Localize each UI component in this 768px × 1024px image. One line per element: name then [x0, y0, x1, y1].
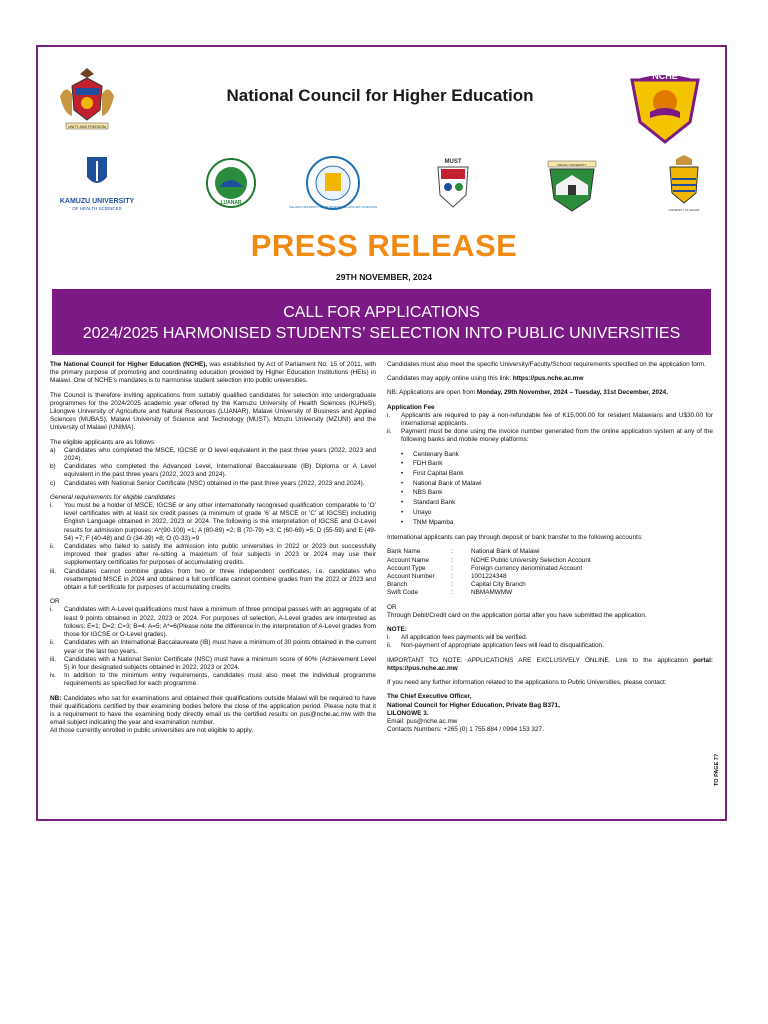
account-value: NCHE Public University Selection Account [471, 556, 591, 564]
intro-bold: The National Council for Higher Education (NCHE), [50, 361, 208, 368]
kuhes-logo [52, 155, 142, 215]
account-row [387, 573, 713, 581]
account-row [387, 548, 713, 556]
alevel-list [50, 606, 376, 688]
list-text: Candidates who failed to satisfy the admission into public universities in 2022 or 2023 but successfully improved their grades after re-sitting a maximum of four subjects in 2023 or 2024 may use their supplementary certificates for purposes of accumulating credits. [64, 543, 376, 567]
svg-text:LUANAR: LUANAR [220, 200, 242, 206]
list-marker: iii. [50, 655, 57, 663]
account-key: Account Name [387, 556, 429, 564]
list-marker: iv. [50, 672, 56, 680]
open-dates: Monday, 29th November, 2024 – Tuesday, 31st December, 2024. [476, 389, 668, 397]
open-dates-paragraph [387, 389, 713, 397]
account-key: Account Type [387, 564, 426, 572]
nb-paragraph [50, 695, 376, 728]
left-column [50, 361, 376, 736]
account-colon: : [451, 573, 453, 581]
list-marker: b) [50, 463, 56, 471]
side-note: TO PAGE 7? [714, 753, 720, 786]
list-item [387, 412, 713, 428]
intro-rest: was established by Act of Parliament No. 15 of 2011, with the primary purpose of promoting and coordinating education provided by Higher Education Institutions (HEIs) in Malawi. One of NCHE’s mandates is to harmonise student selection into public universities. [50, 361, 376, 385]
account-details [387, 548, 713, 597]
bank-name: NBS Bank [413, 489, 443, 497]
bank-list [387, 451, 713, 527]
account-value: 1001224348 [471, 573, 507, 581]
list-text: Non-payment of appropriate application fees will lead to disqualification. [401, 642, 604, 650]
list-text: Candidates who completed the MSCE, IGCSE or O level equivalent in the past three years (2022, 2023 and 2024). [64, 446, 376, 463]
contact-org: National Council for Higher Education, Private Bag B371, [387, 701, 560, 709]
requirements-paragraph: Candidates must also meet the specific University/Faculty/School requirements specified on the application form. [387, 361, 706, 368]
list-item: • FDH Bank [401, 460, 443, 468]
nb-text: Candidates who sat for examinations and obtained their qualifications outside Malawi will be required to have their qualifications certified by their examining bodies before the close of the application period. Please note that it is a requirement to have the examining body directly email us the certified results on pus@nche.ac.mw with the email subject indicating the year and examination number. [50, 694, 376, 727]
list-item: • First Capital Bank [401, 470, 464, 478]
account-row [387, 581, 713, 589]
list-text: Candidates with a National Senior Certificate (NSC) must have a minimum score of 60% (Achievement Level 5) in four designated subjects obtained in 2022, 2023 or 2024. [64, 655, 376, 671]
list-text: Candidates with an International Baccalaureate (IB) must have a minimum of 30 points obtained in the current year or the last two years. [64, 639, 376, 655]
bank-name: TNM Mpamba [413, 518, 454, 526]
account-row [387, 565, 713, 573]
list-item [50, 447, 376, 463]
account-colon: : [451, 581, 453, 589]
bank-name: National Bank of Malawi [413, 479, 482, 487]
list-item [50, 639, 376, 655]
list-item [50, 568, 376, 593]
account-value: National Bank of Malawi [471, 548, 540, 556]
account-value: NBMAMWMW [471, 589, 513, 597]
bank-name: Centenary Bank [413, 450, 459, 458]
account-value: Foreign currency denominated Account [471, 564, 583, 572]
general-requirements-heading: General requirements for eligible candidates [50, 493, 176, 501]
contact-phones: Contacts Numbers: +265 (0) 1 755 884 / 0994 153 327. [387, 726, 544, 734]
bank-name: First Capital Bank [413, 470, 464, 478]
contact-city: LILONGWE 3. [387, 709, 429, 717]
list-item [387, 642, 713, 650]
list-text: Payment must be done using the invoice number generated from the online application system at any of the following banks and mobile money platforms: [401, 428, 713, 444]
account-key: Branch [387, 581, 408, 589]
mzuzu-university-logo [542, 155, 602, 215]
or-separator: OR [50, 598, 60, 606]
list-item [387, 428, 713, 444]
account-colon: : [451, 548, 453, 556]
list-marker: ii. [387, 642, 392, 650]
unima-logo [664, 155, 704, 215]
apply-online-paragraph [387, 375, 713, 383]
fee-list [387, 412, 713, 445]
nb-label: NB: [50, 694, 62, 702]
list-marker: iii. [50, 567, 57, 575]
list-marker: i. [387, 634, 391, 642]
svg-text:OF HEALTH SCIENCES: OF HEALTH SCIENCES [72, 206, 122, 211]
contact-email[interactable]: Email: pus@nche.ac.mw [387, 717, 458, 725]
list-marker: ii. [387, 428, 392, 436]
important-text: IMPORTANT TO NOTE: APPLICATIONS ARE EXCLUSIVELY ONLINE. Link to the application [387, 656, 694, 664]
portal-link[interactable]: portal: https://pus.nche.ac.mw [387, 656, 713, 672]
list-marker: a) [50, 446, 56, 454]
important-note [387, 657, 713, 673]
list-marker: ii. [50, 639, 55, 647]
svg-text:UNIVERSITY OF MALAWI: UNIVERSITY OF MALAWI [668, 209, 700, 212]
list-item: • Unayo [401, 508, 432, 516]
general-list [50, 502, 376, 592]
bank-name: Standard Bank [413, 499, 456, 507]
list-item: • Standard Bank [401, 499, 456, 507]
list-marker: ii. [50, 543, 55, 551]
account-key: Swift Code [387, 589, 418, 597]
svg-text:MALAWI UNIVERSITY OF BUSINESS: MALAWI UNIVERSITY OF BUSINESS AND APPLIED SCIENCES [288, 205, 378, 209]
list-item [387, 634, 713, 642]
svg-text:UNITY AND FREEDOM: UNITY AND FREEDOM [67, 125, 107, 129]
list-item [50, 480, 376, 488]
list-marker: i. [50, 606, 54, 614]
apply-text: Candidates may apply online using this link: [387, 375, 513, 383]
bank-name: FDH Bank [413, 460, 443, 468]
account-key: Bank Name [387, 548, 421, 556]
malawi-coat-of-arms [52, 66, 122, 136]
bank-name: Unayo [413, 508, 432, 516]
right-column [387, 361, 713, 734]
contact-title: The Chief Executive Officer, [387, 693, 472, 701]
svg-text:KAMUZU UNIVERSITY: KAMUZU UNIVERSITY [59, 198, 135, 205]
banner-line-2: 2024/2025 HARMONISED STUDENTS’ SELECTION INTO PUBLIC UNIVERSITIES [82, 325, 681, 342]
invite-paragraph: The Council is therefore inviting applications from suitably qualified candidates for selection into undergraduate programmes for the 2024/2025 academic year offered by the Kamuzu University of Health Sciences (KUHeS), Lilongwe University of Agriculture and Natural Resources (LUANAR), Malawi University of Business and Applied Sciences (MUBAS), Malawi University of Science and Technology (MUST), Mzuzu University (MZUNI) and the University of Malawi (UNIMA). [50, 391, 376, 432]
open-dates-pre: NB: Applications are open from [387, 389, 477, 397]
list-item: • Centenary Bank [401, 450, 459, 458]
list-item [50, 463, 376, 479]
or-separator: OR [387, 603, 397, 611]
eligible-intro: The eligible applicants are as follows: [50, 438, 156, 446]
further-info-paragraph: If you need any further information related to the applications to Public Universities, please contact: [387, 679, 667, 687]
list-text: Candidates with National Senior Certificate (NSC) obtained in the past three years (2022, 2023 and 2024). [64, 479, 365, 487]
list-text: Candidates cannot combine grades from two or three independent certificates, i.e. candidates who resattempted MSCE in 2024 and obtained a full certificate cannot combine grades from the 2022 or 2023 and obtain a full certificate for purposes of accumulating credits [64, 567, 376, 592]
international-paragraph: International applicants can pay through deposit or bank transfer to the following accounts: [387, 534, 643, 542]
note-heading: NOTE: [387, 626, 407, 634]
account-row [387, 557, 713, 565]
application-fee-heading: Application Fee [387, 403, 435, 411]
svg-text:NCHE: NCHE [652, 71, 678, 81]
banner-line-1: CALL FOR APPLICATIONS [283, 304, 480, 321]
org-title: National Council for Higher Education [226, 86, 534, 105]
list-item: • TNM Mpamba [401, 518, 454, 526]
account-colon: : [451, 556, 453, 564]
list-text: You must be a holder of MSCE, IGCSE or any other internationally recognised qualification comparable to ‘O’ level certificates with at least six credit passes (a minimum of grade ‘6’ at MSCE or ‘C’ at IGCSE) including English Language obtained in 2022, 2023 or 2024. The following is the interpretation of IGCSE and O-Level results for admission purposes: A*(90-100) =1; A (80-89) =2; B (70-79) =3; C (60-69) =5; D (55-59) and E (49-54) =7; F (40-48) and G (34-39) =8; O (0-33) =9 [64, 502, 376, 542]
list-text: All application fees payments will be verified. [401, 634, 528, 642]
list-marker: c) [50, 479, 56, 487]
list-item [50, 543, 376, 568]
list-item [50, 672, 376, 688]
list-marker: i. [387, 411, 391, 419]
list-item [50, 656, 376, 672]
list-item [50, 502, 376, 543]
press-release-title: PRESS RELEASE [250, 228, 518, 263]
account-key: Account Number [387, 573, 435, 581]
apply-link[interactable]: https://pus.nche.ac.mw [512, 375, 584, 383]
list-marker: i. [50, 502, 54, 510]
account-colon: : [451, 589, 453, 597]
list-text: Candidates with A-Level qualifications must have a minimum of three principal passes with an aggregate of at least 9 points obtained in 2022, 2023 or 2024. For purposes of selection, A-Level grades are interpreted as follows: E=1; D=2; C=3; B=4; A=5; A*=6(Please note the difference in the interpretation of A-Level grades from those for IGCSE or O-Level grades). [64, 606, 376, 639]
list-text: In addition to the minimum entry requirements, candidates must also meet the individual programme requirements as specified for each programme. [64, 672, 376, 688]
list-text: Candidates who completed the Advanced Level, International Baccalaureate (IB) Diploma or A Level equivalent in the past three years (2022, 2023 and 2024). [64, 463, 376, 479]
must-logo [432, 155, 474, 215]
luanar-logo [205, 155, 257, 215]
debit-card-paragraph: Through Debit/Credit card on the application portal after you have submitted the application. [387, 611, 647, 619]
list-text: Applicants are required to pay a non-refundable fee of K15,000.00 for resident Malawians and U$30.00 for international applicants. [401, 411, 713, 428]
account-value: Capital City Branch [471, 581, 526, 589]
account-row [387, 589, 713, 597]
release-date: 29TH NOVEMBER, 2024 [336, 272, 432, 282]
nche-logo [624, 66, 706, 148]
mubas-logo [288, 155, 378, 215]
note-list [387, 634, 713, 650]
eligible-list [50, 447, 376, 488]
list-item: • NBS Bank [401, 489, 443, 497]
not-eligible-note: All those currently enrolled in public universities are not eligible to apply. [50, 727, 254, 735]
svg-text:MZUZU UNIVERSITY: MZUZU UNIVERSITY [557, 163, 587, 167]
account-colon: : [451, 564, 453, 572]
list-item: • National Bank of Malawi [401, 479, 482, 487]
intro-paragraph [50, 361, 376, 386]
svg-text:MUST: MUST [444, 159, 462, 165]
call-for-applications-banner [52, 289, 711, 355]
list-item [50, 606, 376, 639]
